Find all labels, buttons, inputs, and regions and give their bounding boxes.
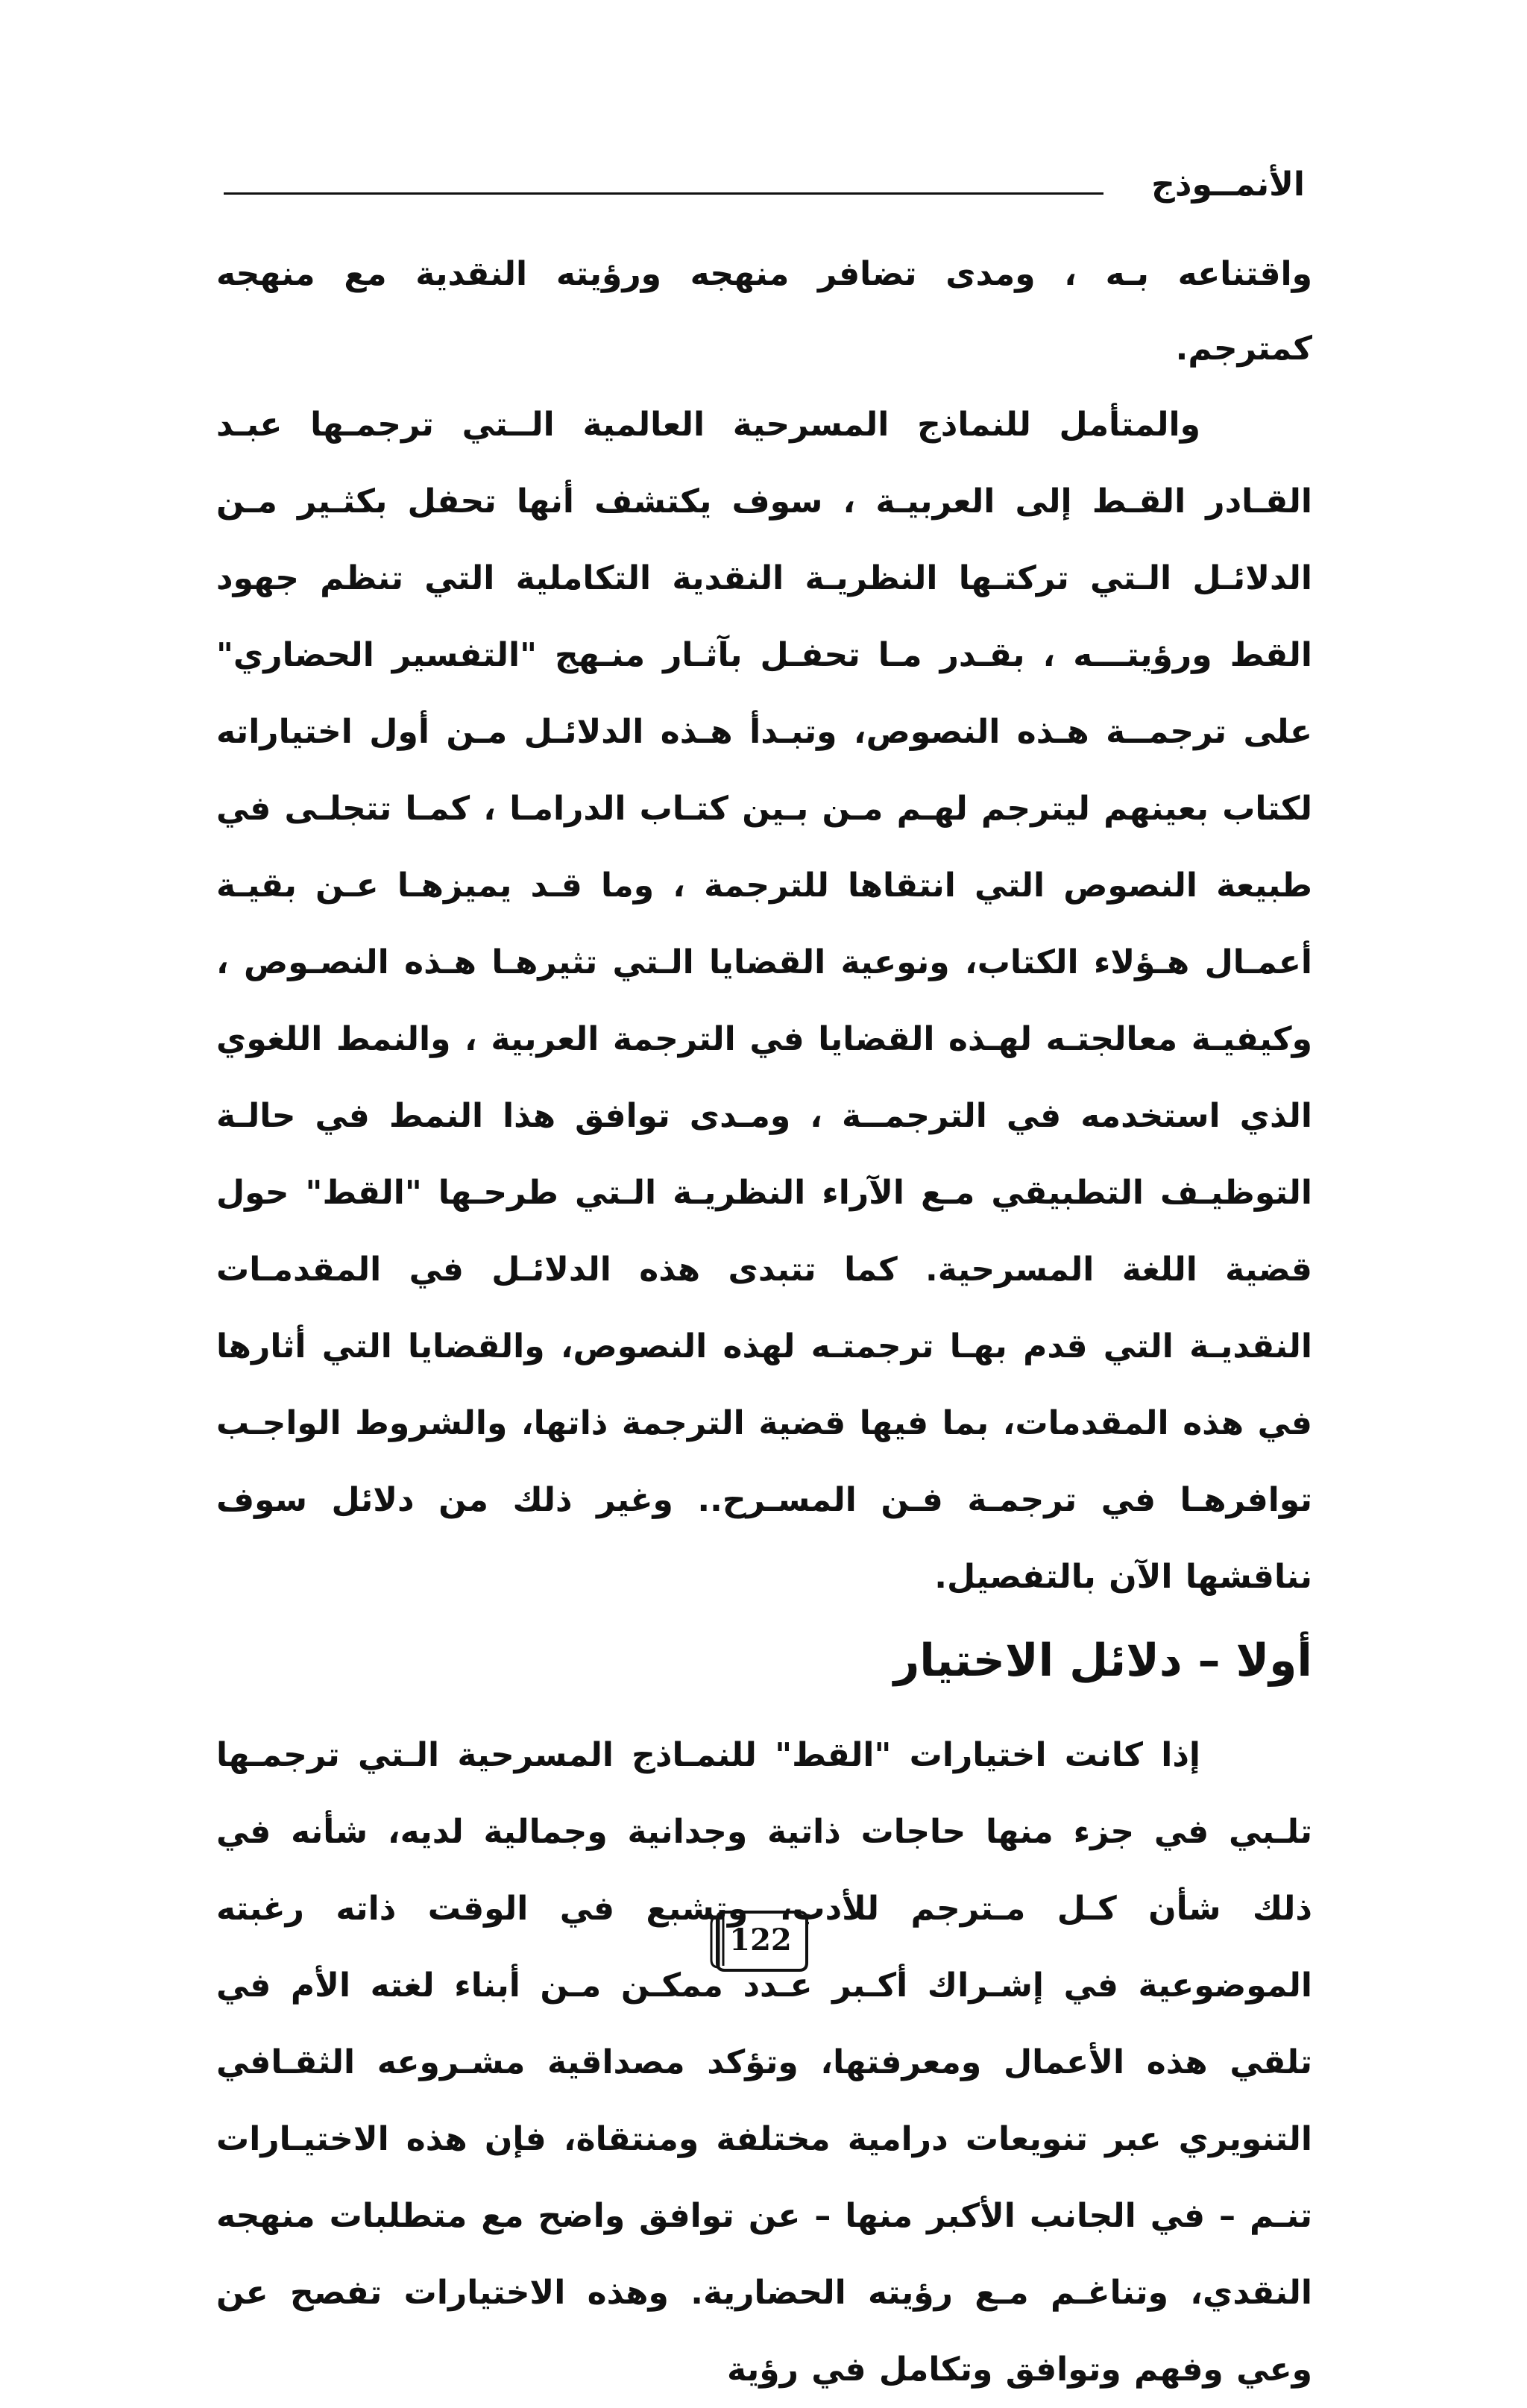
paragraph-translations-analysis: والمتأمل للنماذج المسرحية العالمية الــتي ترجمـها عبـد القـادر القـط إلى العربيـة ، سوف يكتشف أنها تحفل بكثـير مـن الدلائـل الـتي تركتـها النظريـة النقدية التكاملية التي تنظم جهود القط ورؤيتـــه ، بقـدر مـا تحفـل بآثـار منـهج "التفسير الحضاري" على ترجمــة هـذه النصوص، وتبـدأ هـذه الدلائـل مـن أول اختياراته لكتاب بعينهم ليترجم لهـم مـن بـين كتـاب الدرامـا ، كمـا تتجلـى في طبيعة النصوص التي انتقاها للترجمة ، وما قـد يميزهـا عـن بقيـة أعمـال هـؤلاء الكتاب، ونوعية القضايا الـتي تثيرهـا هـذه النصـوص ، وكيفيـة معالجتـه لهـذه القضايا في الترجمة العربية ، والنمط اللغوي الذي استخدمه في الترجمــة ، ومـدى توافق هذا النمط في حالـة التوظيـف التطبيقي مـع الآراء النظريـة الـتي طرحـها "القط" حول قضية اللغة المسرحية. كما تتبدى هذه الدلائـل في المقدمـات النقديـة التي قدم بهـا ترجمتـه لهذه النصوص، والقضايا التي أثارها في هذه المقدمات، بما فيها قضية الترجمة ذاتها، والشروط الواجـب توافرهـا في ترجمـة فـن المسـرح.. وغير ذلك من دلائل سوف نناقشها الآن بالتفصيل.: [216, 406, 1312, 1596]
running-title: الأنمــوذج: [1151, 166, 1305, 204]
header-rule: [224, 192, 1103, 195]
page-content: [216, 237, 1312, 2408]
running-header: [224, 163, 1305, 215]
page-number: 122: [729, 1923, 792, 1958]
paragraph-continuation: واقتناعه بـه ، ومدى تضافر منهجه ورؤيته النقدية مع منهجه كمترجم.: [216, 255, 1312, 368]
page-number-badge: [707, 1908, 811, 1975]
section-heading: أولا – دلائل الاختيار: [893, 1635, 1312, 1687]
paragraph-selection-evidence: إذا كانت اختيارات "القط" للنمـاذج المسرحية الـتي ترجمـها تلـبي في جزء منها حاجات ذاتية وجدانية وجمالية لديه، شأنه في ذلك شأن كـل مـترجم للأدب، وتشبع في الوقت ذاته رغبته الموضوعية في إشـراك أكـبر عـدد ممكـن مـن أبناء لغته الأم في تلقي هذه الأعمال ومعرفتها، وتؤكد مصداقية مشـروعه الثقـافي التنويري عبر تنويعات درامية مختلفة ومنتقاة، فإن هذه الاختيـارات تنـم – في الجانب الأكبر منها – عن توافق واضح مع متطلبات منهجه النقدي، وتناغـم مـع رؤيته الحضارية. وهذه الاختيارات تفصح عن وعي وفهم وتوافق وتكامل في رؤية: [216, 1736, 1312, 2389]
